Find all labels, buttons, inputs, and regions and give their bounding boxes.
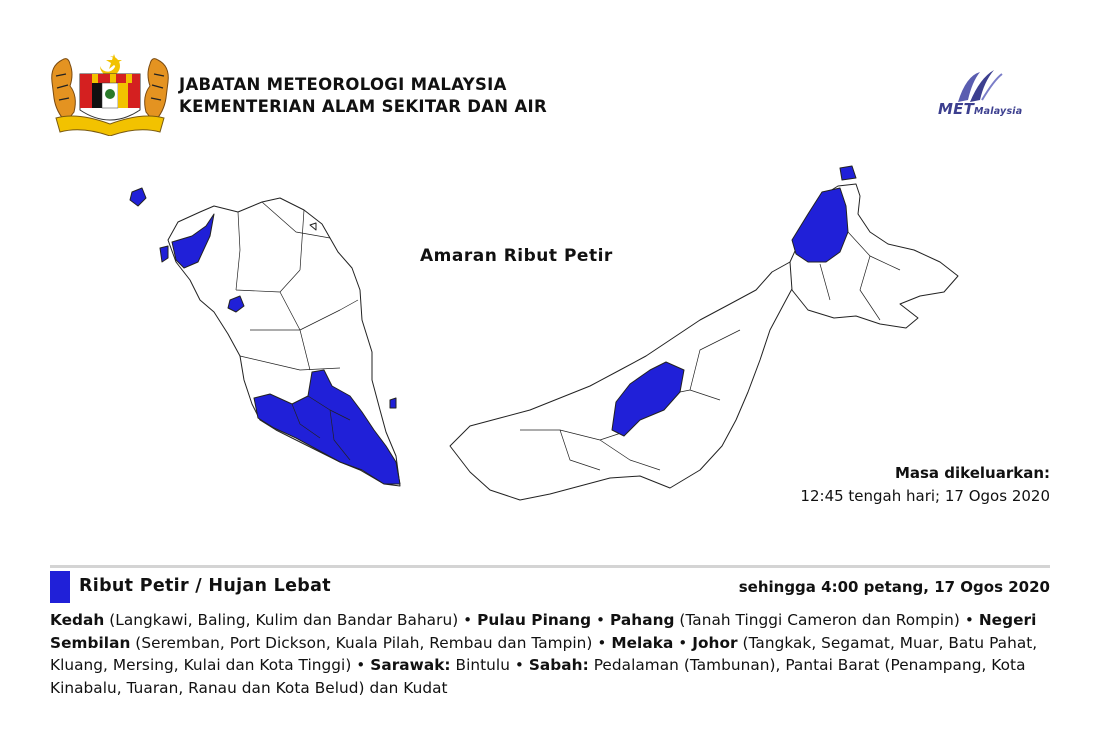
area-state: Melaka (611, 633, 674, 652)
area-separator: • (458, 611, 478, 629)
issued-label: Masa dikeluarkan: (894, 464, 1050, 482)
divider (50, 565, 1050, 568)
area-state: Sabah: (528, 656, 589, 674)
area-details: Bintulu (450, 656, 510, 674)
issued-time: 12:45 tengah hari; 17 Ogos 2020 (800, 487, 1050, 505)
area-separator: • (592, 633, 612, 652)
map-title: Amaran Ribut Petir (420, 246, 613, 266)
affected-areas-text (50, 609, 1060, 699)
legend-label: Ribut Petir / Hujan Lebat (79, 576, 331, 596)
area-separator: • (959, 611, 979, 629)
met-logo-main: MET (938, 100, 975, 118)
area-state: Pulau Pinang (477, 611, 592, 629)
area-state: Sarawak: (370, 656, 451, 674)
langkawi-affected (130, 188, 146, 206)
area-state: Johor (692, 633, 738, 652)
area-details: Pedalaman (Tambunan), Pantai Barat (Penampang, Kota Kinabalu, Tuaran, Ranau dan Kota Belud) dan Kudat (50, 656, 1026, 697)
met-logo-sub: Malaysia (974, 106, 1023, 117)
area-state: Kedah (50, 611, 105, 629)
org-name: JABATAN METEOROLOGI MALAYSIA (179, 75, 507, 94)
issued-block (800, 462, 1050, 508)
area-details: (Tanah Tinggi Cameron dan Rompin) (674, 611, 960, 629)
met-malaysia-logo (932, 66, 1050, 122)
area-state: Negeri Sembilan (50, 611, 1037, 652)
penang-affected (160, 246, 168, 262)
valid-until: sehingga 4:00 petang, 17 Ogos 2020 (738, 578, 1050, 596)
ministry-name: KEMENTERIAN ALAM SEKITAR DAN AIR (179, 97, 547, 116)
area-separator: • (591, 611, 611, 629)
area-details: (Langkawi, Baling, Kulim dan Bandar Baharu) (104, 611, 459, 629)
coat-of-arms-icon (48, 52, 172, 136)
area-state: Pahang (610, 611, 675, 629)
legend-swatch (50, 571, 70, 603)
area-details: (Tangkak, Segamat, Muar, Batu Pahat, Kluang, Mersing, Kulai dan Kota Tinggi) (50, 633, 1038, 674)
area-separator: • (509, 656, 529, 674)
area-separator: • (673, 633, 693, 652)
sarawak (450, 262, 800, 500)
area-separator: • (351, 656, 371, 674)
sabah-affected (792, 188, 848, 262)
area-details: (Seremban, Port Dickson, Kuala Pilah, Rembau dan Tampin) (130, 633, 593, 652)
